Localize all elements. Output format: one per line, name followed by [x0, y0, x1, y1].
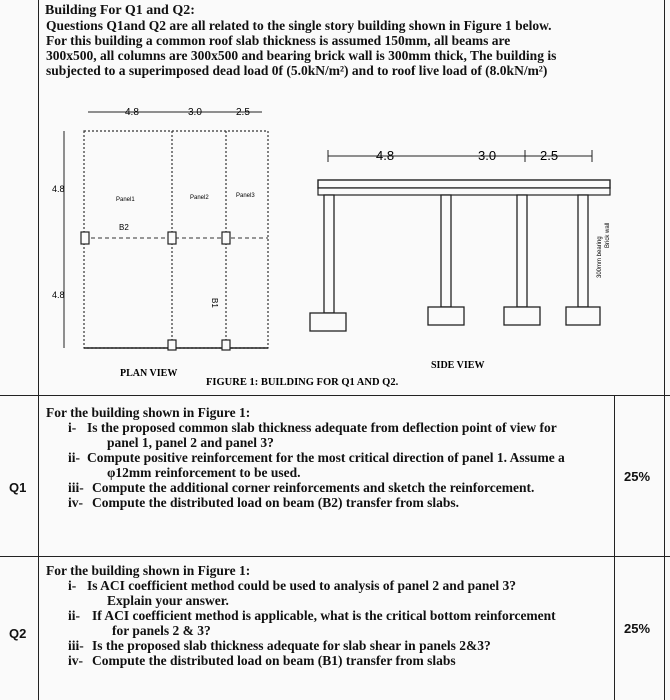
plan-view-label: PLAN VIEW — [120, 368, 178, 379]
q2-item-num: iv- — [68, 653, 83, 668]
q2-item-2 — [68, 608, 612, 638]
side-column-2 — [441, 195, 451, 307]
plan-panel-1-label: Panel1 — [116, 197, 135, 203]
side-view-label: SIDE VIEW — [431, 360, 485, 371]
plan-dim-left-2: 4.8 — [52, 290, 65, 300]
table-border-mid — [614, 395, 615, 700]
q2-item-3 — [68, 638, 612, 653]
q2-percent: 25% — [624, 621, 651, 636]
q1-item-text: Compute the distributed load on beam (B2) transfer from slabs. — [92, 495, 460, 510]
q2-item-text: If ACI coefficient method is applicable, what is the critical bottom reinforcement — [92, 608, 556, 623]
plan-beam-b2-label: B2 — [119, 223, 129, 232]
side-wall-note-1: 300mm bearing — [597, 236, 603, 278]
q2-item-4 — [68, 653, 612, 668]
q2-item-text: Is the proposed slab thickness adequate for slab shear in panels 2&3? — [92, 638, 491, 653]
q1-item-4 — [68, 495, 612, 510]
plan-column — [168, 340, 176, 350]
q1-item-1 — [68, 420, 612, 450]
side-dim-1: 4.8 — [376, 148, 395, 163]
side-dim-3: 2.5 — [540, 148, 559, 163]
plan-view — [52, 107, 268, 379]
q1-item-3 — [68, 480, 612, 495]
side-view — [310, 148, 611, 371]
plan-dim-left-1: 4.8 — [52, 184, 65, 194]
q1-percent: 25% — [624, 469, 651, 484]
plan-dim-top-2: 3.0 — [188, 107, 202, 118]
q1-item-num: i- — [68, 420, 77, 435]
q1-item-num: iii- — [68, 480, 84, 495]
intro-line: For this building a common roof slab thickness is assumed 150mm, all beams are — [46, 33, 511, 48]
q2-item-1 — [68, 578, 612, 608]
q2-label: Q2 — [9, 626, 27, 641]
side-footing-3 — [504, 307, 540, 325]
q2-item-text: Explain your answer. — [107, 593, 229, 608]
q1-item-text: panel 1, panel 2 and panel 3? — [107, 435, 274, 450]
plan-column — [222, 232, 230, 244]
side-footing-4 — [566, 307, 600, 325]
q1-block — [46, 405, 612, 510]
q1-item-text: φ12mm reinforcement to be used. — [107, 465, 301, 480]
plan-panel-3-label: Panel3 — [236, 193, 255, 199]
plan-columns — [81, 232, 230, 350]
side-column-1 — [324, 195, 334, 313]
intro-line: subjected to a superimposed dead load 0f (5.0kN/m²) and to roof live load of (8.0kN/m²) — [46, 63, 548, 78]
intro-line: 300x500, all columns are 300x500 and bearing brick wall is 300mm thick, The building is — [46, 48, 557, 63]
q2-item-text: for panels 2 & 3? — [112, 623, 211, 638]
side-roof-beam — [318, 188, 610, 195]
plan-dim-top-3: 2.5 — [236, 107, 250, 118]
row-divider-1 — [0, 395, 670, 396]
intro-line: Questions Q1and Q2 are all related to the single story building shown in Figure 1 below. — [46, 18, 552, 33]
q2-title: For the building shown in Figure 1: — [46, 563, 251, 578]
q1-title: For the building shown in Figure 1: — [46, 405, 251, 420]
q2-item-num: ii- — [68, 608, 80, 623]
side-wall-note-2: Brick wall — [605, 222, 611, 248]
side-dim-2: 3.0 — [478, 148, 497, 163]
side-footing-2 — [428, 307, 464, 325]
q2-item-text: Is ACI coefficient method could be used to analysis of panel 2 and panel 3? — [87, 578, 517, 593]
q2-item-num: iii- — [68, 638, 84, 653]
plan-column — [168, 232, 176, 244]
q1-item-num: ii- — [68, 450, 80, 465]
q1-item-num: iv- — [68, 495, 83, 510]
side-column-3 — [517, 195, 527, 307]
q1-item-2 — [68, 450, 612, 480]
intro-heading: Building For Q1 and Q2: — [45, 3, 195, 18]
row-divider-2 — [0, 556, 670, 557]
side-footing-1 — [310, 313, 346, 331]
q2-item-num: i- — [68, 578, 77, 593]
plan-beam-b1-label: B1 — [210, 298, 219, 308]
plan-column — [222, 340, 230, 350]
figure-caption: FIGURE 1: BUILDING FOR Q1 AND Q2. — [206, 377, 399, 388]
side-brick-wall — [578, 195, 588, 307]
q2-block — [46, 563, 612, 668]
plan-panel-2-label: Panel2 — [190, 195, 209, 201]
plan-dim-top-1: 4.8 — [125, 107, 139, 118]
side-roof-slab — [318, 180, 610, 188]
plan-column — [81, 232, 89, 244]
q1-label: Q1 — [9, 480, 27, 495]
q1-item-text: Is the proposed common slab thickness adequate from deflection point of view for — [87, 420, 557, 435]
q1-item-text: Compute the additional corner reinforcements and sketch the reinforcement. — [92, 480, 535, 495]
q2-item-text: Compute the distributed load on beam (B1) transfer from slabs — [92, 653, 456, 668]
q1-item-text: Compute positive reinforcement for the most critical direction of panel 1. Assume a — [87, 450, 565, 465]
